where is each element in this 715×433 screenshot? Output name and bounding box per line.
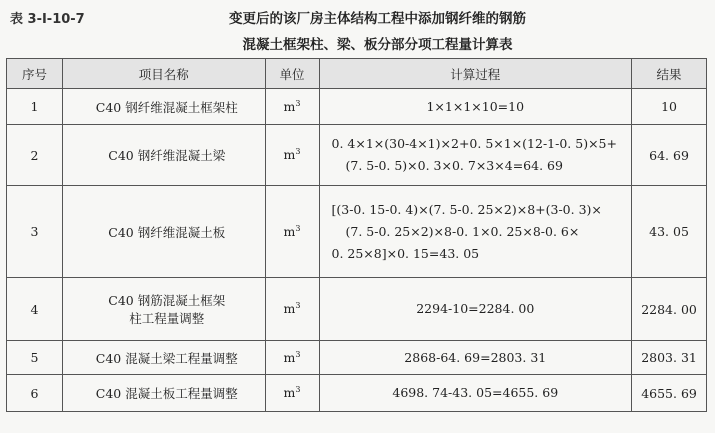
table-row xyxy=(7,125,707,186)
row-unit: $m^3$ xyxy=(265,341,319,375)
row-calculation: 1×1×1×10=10 xyxy=(319,89,632,125)
row-calculation: 4698. 74-43. 05=4655. 69 xyxy=(319,375,632,412)
row-item-name: C40 混凝土梁工程量调整 xyxy=(62,341,265,375)
row-no: 5 xyxy=(7,341,63,375)
table-header-row xyxy=(7,59,707,89)
row-calculation: 2868-64. 69=2803. 31 xyxy=(319,341,632,375)
row-no: 6 xyxy=(7,375,63,412)
row-item-name: C40 混凝土板工程量调整 xyxy=(62,375,265,412)
row-unit: $m^3$ xyxy=(265,89,319,125)
row-result: 64. 69 xyxy=(632,125,707,186)
row-item-name: C40 钢纤维混凝土梁 xyxy=(62,125,265,186)
table-row xyxy=(7,186,707,278)
row-calculation: 0. 4×1×(30-4×1)×2+0. 5×1×(12-1-0. 5)×5+ (7. 5-0. 5)×0. 3×0. 7×3×4=64. 69 xyxy=(319,125,632,186)
row-item-name: C40 钢筋混凝土框架 柱工程量调整 xyxy=(62,278,265,341)
row-result: 43. 05 xyxy=(632,186,707,278)
table-number: 表 3-Ⅰ-10-7 xyxy=(10,12,85,27)
row-item-name: C40 钢纤维混凝土框架柱 xyxy=(62,89,265,125)
row-unit: $m^3$ xyxy=(265,278,319,341)
row-result: 2284. 00 xyxy=(632,278,707,341)
row-calculation: [(3-0. 15-0. 4)×(7. 5-0. 25×2)×8+(3-0. 3)× (7. 5-0. 25×2)×8-0. 1×0. 25×8-0. 6× 0. 25×8]×0. 15=43. 05 xyxy=(319,186,632,278)
row-item-name: C40 钢纤维混凝土板 xyxy=(62,186,265,278)
quantity-calculation-table xyxy=(6,58,707,412)
table-row xyxy=(7,375,707,412)
table-row xyxy=(7,278,707,341)
header-unit: 单位 xyxy=(265,59,319,89)
row-result: 4655. 69 xyxy=(632,375,707,412)
row-result: 10 xyxy=(632,89,707,125)
header-no: 序号 xyxy=(7,59,63,89)
header-result: 结果 xyxy=(632,59,707,89)
header-item-name: 项目名称 xyxy=(62,59,265,89)
row-unit: $m^3$ xyxy=(265,375,319,412)
table-title-line-1: 变更后的该厂房主体结构工程中添加钢纤维的钢筋 xyxy=(229,11,526,27)
row-no: 2 xyxy=(7,125,63,186)
row-unit: $m^3$ xyxy=(265,186,319,278)
row-result: 2803. 31 xyxy=(632,341,707,375)
row-unit: $m^3$ xyxy=(265,125,319,186)
table-title-line-2: 混凝土框架柱、梁、板分部分项工程量计算表 xyxy=(242,37,513,53)
row-no: 3 xyxy=(7,186,63,278)
table-row xyxy=(7,89,707,125)
row-no: 1 xyxy=(7,89,63,125)
row-no: 4 xyxy=(7,278,63,341)
table-row xyxy=(7,341,707,375)
header-calculation: 计算过程 xyxy=(319,59,632,89)
row-calculation: 2294-10=2284. 00 xyxy=(319,278,632,341)
